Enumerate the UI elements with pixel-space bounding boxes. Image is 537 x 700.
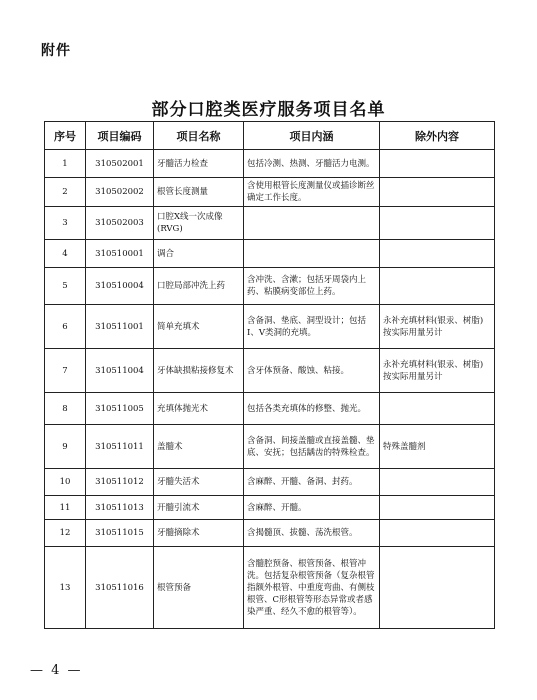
cell-excluded: 特殊盖髓剂 — [380, 425, 495, 469]
cell-content: 含髓腔预备、根管预备、根管冲洗。包括复杂根管预备（复杂根管指额外根管、中重度弯曲、有侧枝根管、C形根管等形态异常或者感染严重、经久不愈的根管等）。 — [244, 547, 380, 629]
cell-name: 口腔局部冲洗上药 — [154, 268, 244, 305]
cell-name: 简单充填术 — [154, 305, 244, 349]
table-row — [45, 496, 495, 520]
cell-no: 3 — [45, 207, 86, 240]
cell-excluded — [380, 240, 495, 268]
cell-content: 包括各类充填体的修整、抛光。 — [244, 393, 380, 425]
col-header-no: 序号 — [45, 122, 86, 150]
page-number: — 4 — — [30, 663, 83, 678]
cell-excluded: 永补充填材料(银汞、树脂)按实际用量另计 — [380, 349, 495, 393]
cell-no: 5 — [45, 268, 86, 305]
cell-content: 含冲洗、含漱；包括牙周袋内上药、粘膜病变部位上药。 — [244, 268, 380, 305]
cell-excluded — [380, 207, 495, 240]
table-row — [45, 207, 495, 240]
cell-excluded — [380, 496, 495, 520]
table-row — [45, 547, 495, 629]
cell-content: 含麻醉、开髓、备洞、封药。 — [244, 469, 380, 496]
col-header-code: 项目编码 — [86, 122, 154, 150]
col-header-content: 项目内涵 — [244, 122, 380, 150]
cell-content: 含使用根管长度测量仪或插诊断丝确定工作长度。 — [244, 178, 380, 207]
cell-code: 310502002 — [86, 178, 154, 207]
table-row — [45, 268, 495, 305]
table-header-row — [45, 122, 495, 150]
cell-code: 310511004 — [86, 349, 154, 393]
attachment-label: 附件 — [41, 43, 71, 59]
service-items-table — [44, 121, 495, 629]
cell-content: 包括冷测、热测、牙髓活力电测。 — [244, 150, 380, 178]
cell-name: 口腔X线一次成像(RVG) — [154, 207, 244, 240]
cell-code: 310510004 — [86, 268, 154, 305]
cell-name: 盖髓术 — [154, 425, 244, 469]
cell-code: 310502003 — [86, 207, 154, 240]
cell-no: 10 — [45, 469, 86, 496]
cell-excluded — [380, 469, 495, 496]
cell-name: 根管长度测量 — [154, 178, 244, 207]
cell-code: 310511016 — [86, 547, 154, 629]
table-row — [45, 178, 495, 207]
cell-no: 4 — [45, 240, 86, 268]
cell-content — [244, 240, 380, 268]
table-row — [45, 349, 495, 393]
table-row — [45, 305, 495, 349]
cell-code: 310511012 — [86, 469, 154, 496]
cell-excluded — [380, 268, 495, 305]
cell-name: 根管预备 — [154, 547, 244, 629]
page-title: 部分口腔类医疗服务项目名单 — [151, 100, 386, 120]
cell-excluded — [380, 150, 495, 178]
cell-no: 8 — [45, 393, 86, 425]
table-row — [45, 520, 495, 547]
cell-no: 9 — [45, 425, 86, 469]
cell-content: 含麻醉、开髓。 — [244, 496, 380, 520]
table-row — [45, 425, 495, 469]
cell-no: 7 — [45, 349, 86, 393]
cell-content: 含揭髓顶、拔髓、荡洗根管。 — [244, 520, 380, 547]
cell-code: 310502001 — [86, 150, 154, 178]
table-row — [45, 150, 495, 178]
cell-no: 1 — [45, 150, 86, 178]
cell-excluded — [380, 393, 495, 425]
cell-excluded — [380, 178, 495, 207]
col-header-excluded: 除外内容 — [380, 122, 495, 150]
cell-code: 310510001 — [86, 240, 154, 268]
cell-no: 13 — [45, 547, 86, 629]
cell-no: 2 — [45, 178, 86, 207]
cell-name: 牙体缺损粘接修复术 — [154, 349, 244, 393]
cell-name: 牙髓失活术 — [154, 469, 244, 496]
cell-content — [244, 207, 380, 240]
cell-name: 牙髓活力检查 — [154, 150, 244, 178]
cell-code: 310511015 — [86, 520, 154, 547]
cell-name: 牙髓摘除术 — [154, 520, 244, 547]
cell-content: 含牙体预备、酸蚀、粘接。 — [244, 349, 380, 393]
cell-name: 充填体抛光术 — [154, 393, 244, 425]
cell-no: 11 — [45, 496, 86, 520]
col-header-name: 项目名称 — [154, 122, 244, 150]
cell-excluded: 永补充填材料(银汞、树脂)按实际用量另计 — [380, 305, 495, 349]
cell-no: 12 — [45, 520, 86, 547]
cell-code: 310511001 — [86, 305, 154, 349]
cell-content: 含备洞、间接盖髓或直接盖髓、垫底、安抚；包括龋齿的特殊检查。 — [244, 425, 380, 469]
cell-name: 调合 — [154, 240, 244, 268]
cell-excluded — [380, 520, 495, 547]
table-row — [45, 240, 495, 268]
cell-name: 开髓引流术 — [154, 496, 244, 520]
cell-no: 6 — [45, 305, 86, 349]
cell-content: 含备洞、垫底、洞型设计；包括Ⅰ、Ⅴ类洞的充填。 — [244, 305, 380, 349]
cell-code: 310511013 — [86, 496, 154, 520]
cell-code: 310511011 — [86, 425, 154, 469]
table-row — [45, 469, 495, 496]
table-row — [45, 393, 495, 425]
cell-code: 310511005 — [86, 393, 154, 425]
cell-excluded — [380, 547, 495, 629]
